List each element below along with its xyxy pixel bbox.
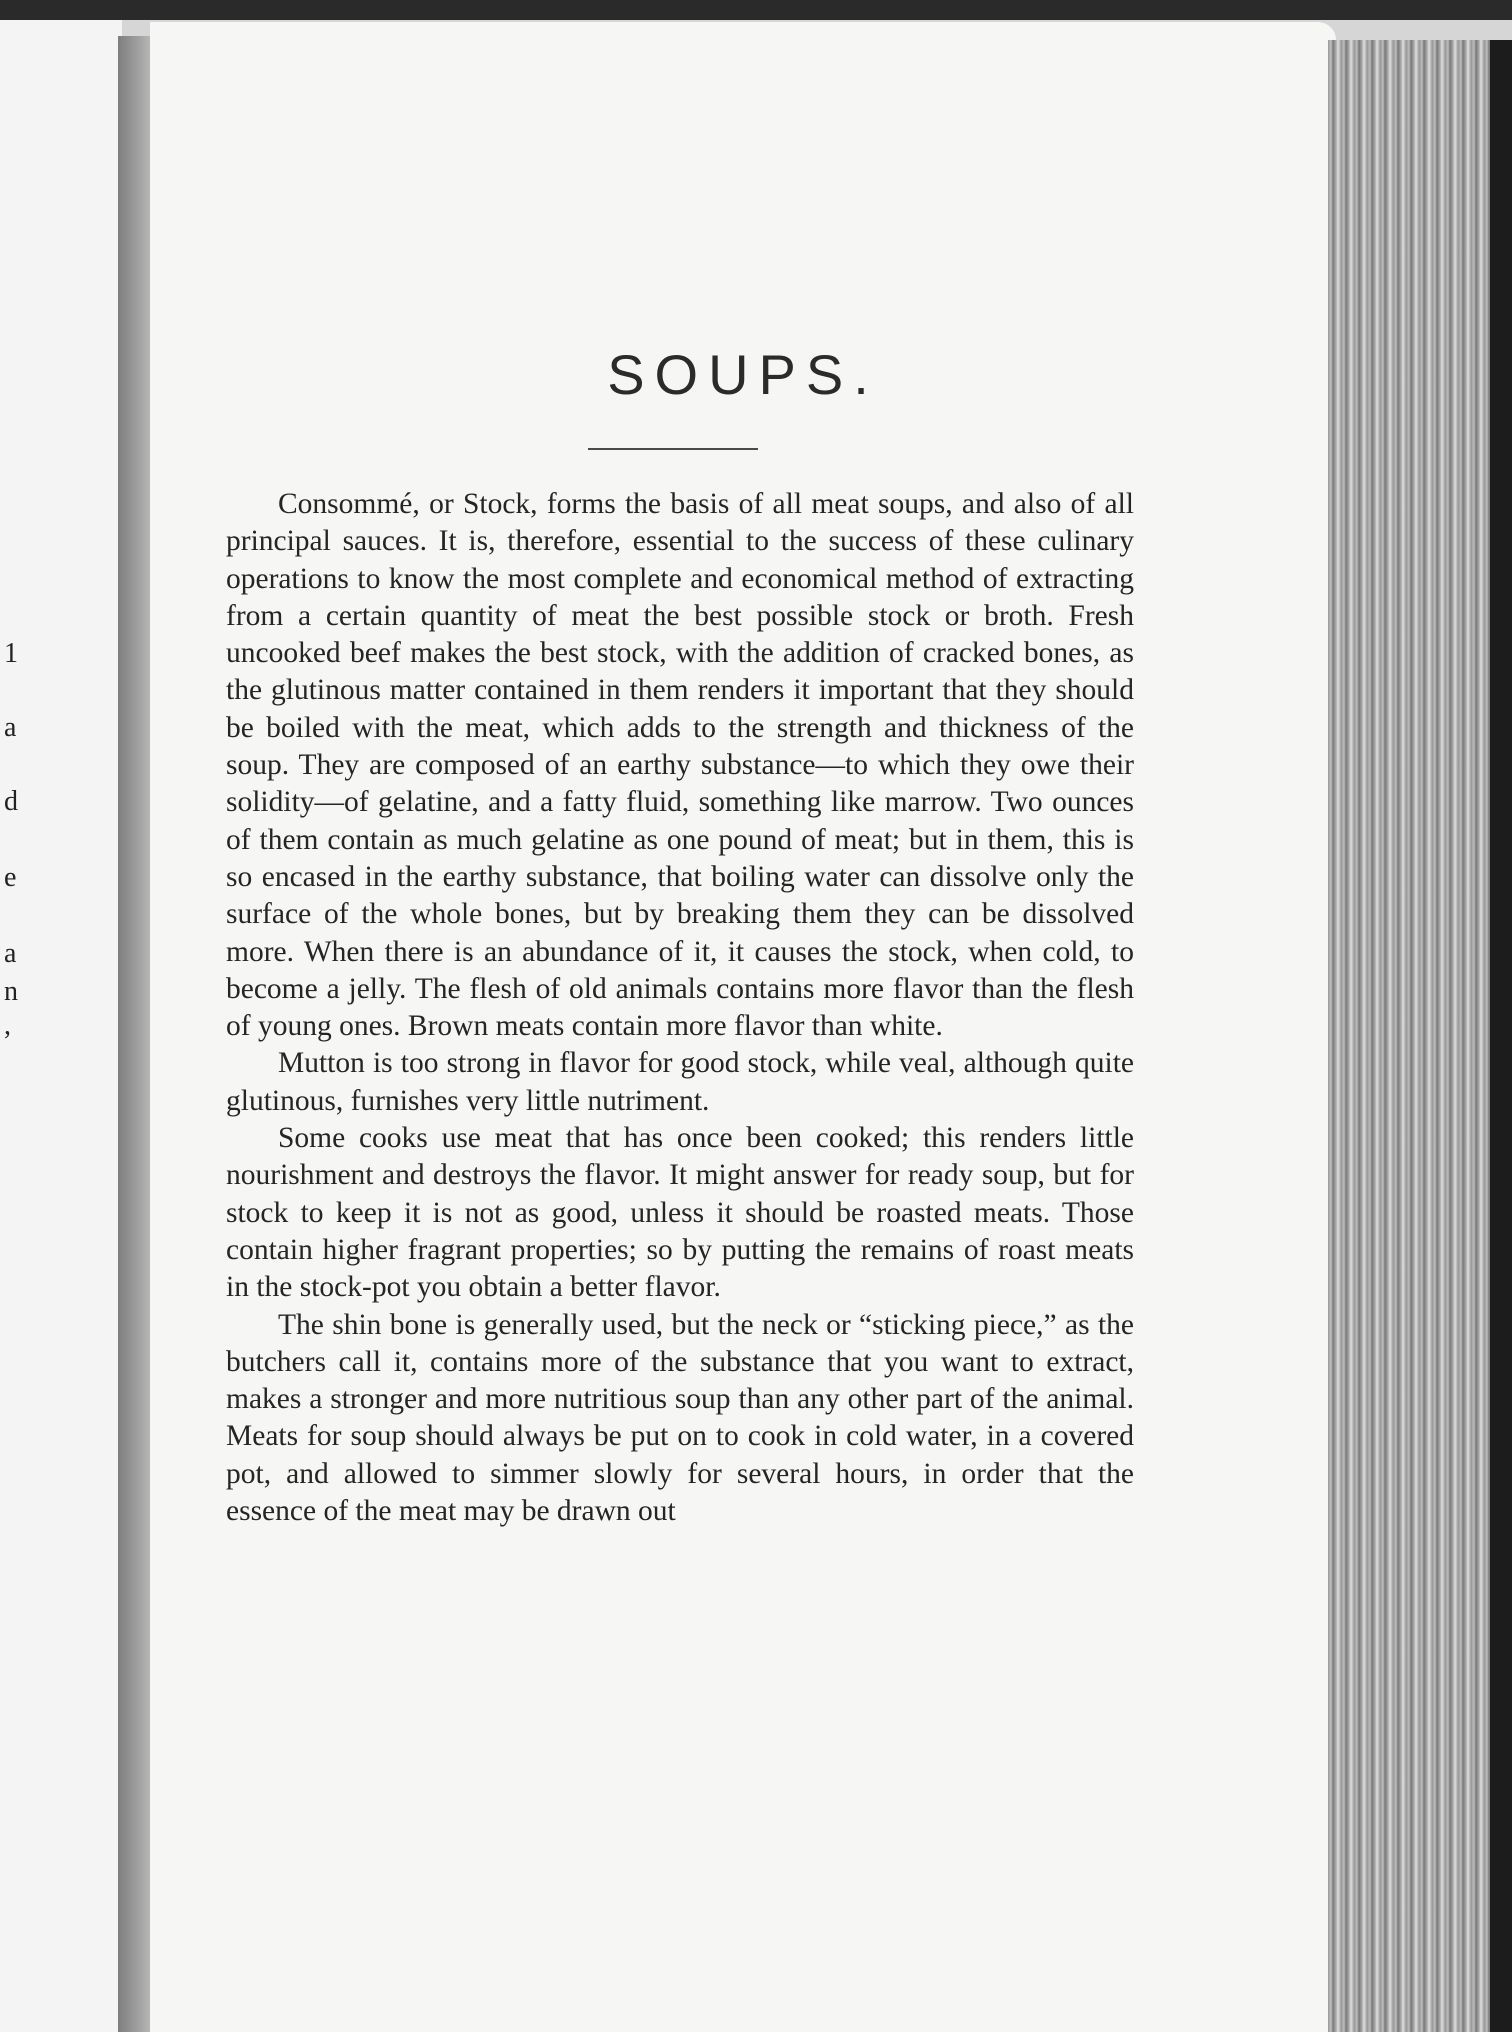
scan-edge-dark bbox=[1490, 40, 1512, 2032]
left-char: , bbox=[4, 1010, 11, 1041]
page-edges bbox=[1328, 40, 1512, 2032]
left-char: e bbox=[4, 862, 17, 893]
left-page-cut-text bbox=[0, 20, 30, 2032]
left-char: d bbox=[4, 786, 18, 817]
paragraph: Mutton is too strong in flavor for good stock, while veal, although quite glutinous, furnishes very little nutriment. bbox=[226, 1047, 1134, 1117]
left-char: n bbox=[4, 976, 18, 1007]
left-facing-page bbox=[0, 20, 122, 2032]
scanner-top-band bbox=[0, 0, 1512, 20]
left-char: a bbox=[4, 712, 17, 743]
paragraph: Some cooks use meat that has once been cooked; this renders little nourishment and destroys the flavor. It might answer for ready soup, but for stock to keep it is not as good, unless it should be roasted meats. Those contain higher fragrant properties; so by putting the remains of roast meats in the stock-pot you obtain a better flavor. bbox=[226, 1122, 1134, 1304]
body-text bbox=[226, 486, 1134, 1530]
title-rule bbox=[588, 448, 758, 450]
paragraph: The shin bone is generally used, but the neck or “sticking piece,” as the butchers call it, contains more of the substance that you want to extract, makes a stronger and more nutritious soup than any other part of the animal. Meats for soup should always be put on to cook in cold water, in a covered pot, and allowed to simmer slowly for several hours, in order that the essence of the meat may be drawn out bbox=[226, 1308, 1134, 1528]
left-char: a bbox=[4, 938, 17, 969]
page-title: SOUPS. bbox=[607, 343, 879, 406]
left-char: 1 bbox=[4, 638, 18, 669]
paragraph: Consommé, or Stock, forms the basis of all meat soups, and also of all principal sauces. It is, therefore, essential to the success of these culinary operations to know the most complete and economical method of extracting from a certain quantity of meat the best possible stock or broth. Fresh uncooked beef makes the best stock, with the addition of cracked bones, as the glutinous matter contained in them renders it important that they should be boiled with the meat, which adds to the strength and thickness of the soup. They are composed of an earthy substance—to which they owe their solidity—of gelatine, and a fatty fluid, something like marrow. Two ounces of them contain as much gelatine as one pound of meat; but in them, this is so encased in the earthy substance, that boiling water can dissolve only the surface of the whole bones, but by breaking them they can be dissolved more. When there is an abundance of it, it causes the stock, when cold, to become a jelly. The flesh of old animals contains more flavor than the flesh of young ones. Brown meats contain more flavor than white. bbox=[226, 488, 1134, 1043]
